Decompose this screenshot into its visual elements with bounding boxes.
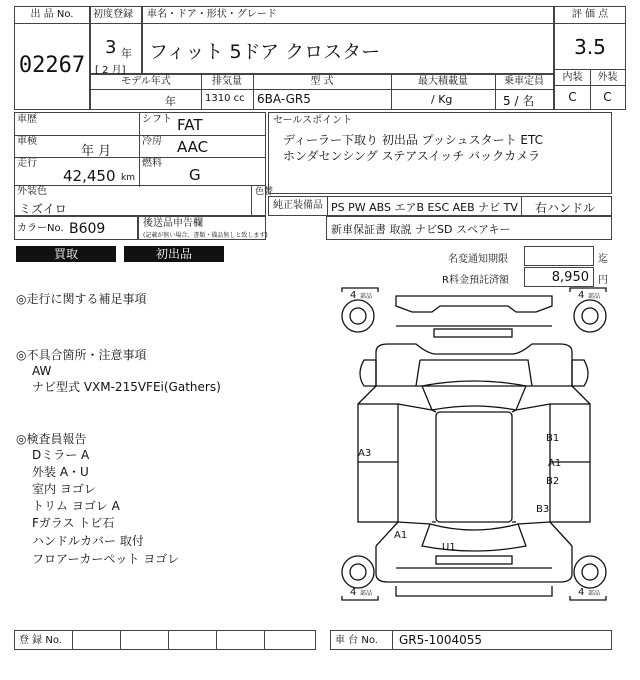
damage-mark-u1: U1: [442, 542, 456, 553]
transfer-deadline-field: [524, 246, 594, 266]
repaint-label: 色替: [255, 187, 274, 197]
car-name-label: 車名・ドア・形状・グレード: [147, 9, 277, 20]
tire-front-right-unit: 部品: [588, 293, 601, 300]
inspector-report-heading: ◎検査員報告: [16, 432, 87, 446]
tire-front-left-unit: 部品: [360, 293, 373, 300]
color-number: B609: [69, 221, 106, 237]
year-unit: 年: [121, 47, 132, 60]
aftermarket-label: 後送品申告欄: [143, 218, 203, 229]
chassis-number: GR5-1004055: [399, 633, 483, 647]
mileage: 42,450: [63, 167, 116, 185]
interior-grade: C: [568, 90, 577, 104]
model-type: 6BA-GR5: [257, 92, 311, 106]
model-type-label: 型 式: [310, 76, 334, 87]
inspection-value: 年 月: [81, 144, 112, 159]
lot-number: 02267: [18, 53, 86, 78]
spec-row: [90, 74, 554, 110]
aircon-label: 冷房: [142, 136, 162, 147]
score-label: 評 価 点: [571, 9, 609, 20]
defect-item: AW: [32, 364, 52, 378]
shift-value: FAT: [177, 116, 203, 134]
defect-item: ナビ型式 VXM-215VFEi(Gathers): [32, 380, 221, 394]
chassis-number-label: 車 台 No.: [335, 635, 378, 646]
tire-rear-right-value: 4: [578, 587, 585, 598]
equipment-label: 純正装備品: [273, 200, 323, 211]
lot-number-label: 出 品 No.: [30, 9, 74, 20]
damage-mark-a1-right: A1: [548, 458, 562, 469]
first-registration-year: 3: [105, 37, 117, 58]
tire-front-right-value: 4: [578, 290, 585, 301]
inspector-item: ハンドルカバー 取付: [32, 534, 144, 548]
details-block: [14, 112, 274, 216]
tire-rear-left-icon: [342, 556, 374, 588]
warranty-row: [326, 216, 612, 240]
drive-side: 右ハンドル: [535, 201, 596, 215]
shift-label: シフト: [142, 114, 172, 125]
lot-number-box: [14, 6, 90, 110]
recycle-fee-unit: 円: [598, 275, 608, 286]
tire-front-left-value: 4: [350, 290, 357, 301]
defects-heading: ◎不具合箇所・注意事項: [16, 348, 147, 362]
color-number-box: [14, 216, 138, 240]
front-bumper-outline: [396, 296, 552, 312]
tire-front-right-icon: [574, 300, 606, 332]
inspector-item: フロアーカーペット ヨゴレ: [32, 552, 180, 566]
chassis-number-row: [330, 630, 612, 650]
interior-label: 内装: [562, 72, 583, 83]
car-name-box: [142, 6, 554, 74]
tire-rear-right-icon: [574, 556, 606, 588]
color-number-label: カラーNo.: [17, 223, 64, 234]
mileage-label: 走行: [17, 158, 37, 169]
exterior-color-label: 外装色: [17, 186, 47, 197]
sales-point-line-1: ディーラー下取り 初出品 プッシュスタート ETC: [283, 133, 543, 147]
first-registration-label: 初度登録: [93, 9, 133, 20]
damage-mark-a1-left: A1: [394, 530, 408, 541]
damage-mark-b1: B1: [546, 433, 560, 444]
equipment-items: PS PW ABS エアB ESC AEB ナビ TV: [331, 201, 518, 214]
displacement: 1310 cc: [205, 93, 245, 104]
inspector-item: Fガラス トビ石: [32, 516, 115, 530]
tire-rear-left-unit: 部品: [360, 590, 373, 597]
max-load-label: 最大積載量: [418, 76, 468, 87]
sales-point-box: [268, 112, 612, 194]
model-year-unit: 年: [165, 95, 176, 108]
inspector-item: トリム ヨゴレ A: [32, 499, 120, 513]
hood-outline: [376, 344, 572, 386]
rear-bumper-outline: [396, 586, 552, 596]
damage-mark-b3: B3: [536, 504, 550, 515]
transfer-deadline-unit: 迄: [598, 254, 608, 265]
inspector-item: 室内 ヨゴレ: [32, 482, 96, 496]
inspector-item: Dミラー A: [32, 448, 90, 462]
inspection-label: 車検: [17, 136, 37, 147]
capacity-label: 乗車定員: [504, 76, 544, 87]
score-value: 3.5: [574, 35, 606, 59]
aftermarket-box: [138, 216, 266, 240]
car-damage-diagram: [336, 286, 612, 606]
sales-point-line-2: ホンダセンシング ステアスイッチ バックカメラ: [283, 149, 541, 163]
tire-front-left-icon: [342, 300, 374, 332]
first-listing-badge: 初出品: [124, 246, 224, 262]
damage-mark-b2: B2: [546, 476, 560, 487]
exterior-color: ミズイロ: [19, 202, 67, 216]
buyback-badge: 買取: [16, 246, 116, 262]
model-year-label: モデル年式: [121, 76, 171, 87]
registration-number-label: 登 録 No.: [19, 635, 62, 646]
history-label: 車歴: [17, 114, 37, 125]
fuel-label: 燃料: [142, 158, 162, 169]
max-load: / Kg: [431, 93, 453, 106]
fuel-value: G: [189, 166, 201, 184]
roof-outline: [436, 412, 512, 522]
tire-rear-right-unit: 部品: [588, 590, 601, 597]
tire-rear-left-value: 4: [350, 587, 357, 598]
mileage-unit: km: [121, 173, 135, 183]
displacement-label: 排気量: [212, 76, 242, 87]
capacity: 5 / 名: [503, 94, 535, 108]
damage-mark-a3: A3: [358, 448, 372, 459]
sales-point-label: セールスポイント: [273, 115, 353, 126]
exterior-label: 外装: [597, 72, 618, 83]
first-registration-month: [ 2 月]: [95, 65, 126, 76]
aircon-value: AAC: [177, 138, 209, 156]
recycle-fee-label: R料金預託済額: [442, 275, 509, 286]
car-name: フィット 5ドア クロスター: [149, 41, 381, 63]
first-registration-box: [90, 6, 142, 74]
running-supplement-heading: ◎走行に関する補足事項: [16, 292, 147, 306]
inspector-item: 外装 A・U: [32, 465, 89, 479]
recycle-fee-field: [524, 267, 594, 287]
exterior-grade: C: [603, 90, 612, 104]
equipment-row: [268, 196, 612, 216]
warranty-items: 新車保証書 取説 ナビSD スペアキー: [331, 223, 511, 236]
recycle-fee-value: 8,950: [551, 270, 589, 285]
registration-number-row: [14, 630, 316, 650]
left-body-outline: [358, 404, 398, 522]
transfer-deadline-label: 名変通知期限: [448, 254, 508, 265]
score-box: [554, 6, 626, 110]
aftermarket-note: (記載が無い場合、書類・備品無しと致します): [143, 232, 268, 239]
